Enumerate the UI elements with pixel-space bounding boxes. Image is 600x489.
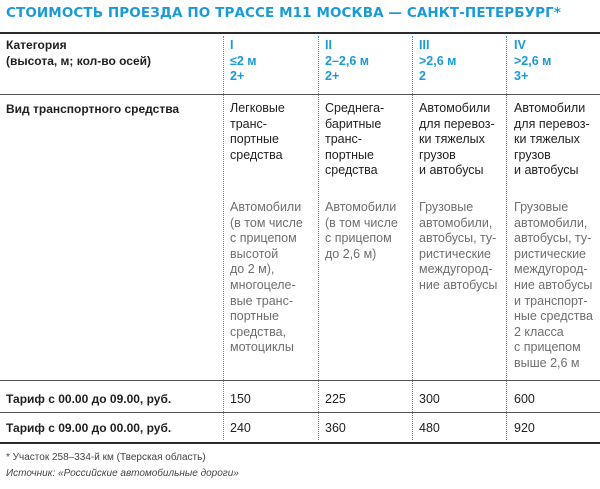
- category-height: 2–2,6 м: [325, 53, 370, 68]
- category-axles: 2: [419, 69, 426, 84]
- text-line: высотой: [230, 246, 279, 261]
- text-line: ные средства: [514, 309, 593, 324]
- category-header-iv: [514, 38, 551, 85]
- text-line: Автомобили: [325, 200, 397, 214]
- vehicle-type-iii: [419, 101, 495, 179]
- category-label-line: (высота, м; кол-во осей): [6, 53, 152, 68]
- tariff-day-iii: 480: [419, 421, 440, 435]
- category-header-i: [230, 38, 257, 85]
- text-line: и автобусы: [514, 163, 579, 178]
- text-line: автобусы, ту-: [514, 231, 592, 246]
- text-line: Автомобили: [514, 101, 586, 115]
- category-height: ≤2 м: [230, 53, 257, 68]
- text-line: ки тяжелых: [514, 132, 580, 147]
- text-line: транс-: [325, 132, 362, 147]
- text-line: автомобили,: [514, 215, 588, 230]
- tariff-day-iv: 920: [514, 421, 535, 435]
- text-line: до 2 м),: [230, 262, 275, 277]
- column-separator: [506, 36, 507, 440]
- column-separator: [223, 36, 224, 440]
- text-line: ристические: [419, 246, 492, 261]
- category-axles: 2+: [325, 69, 340, 84]
- text-line: баритные: [325, 116, 382, 131]
- tariff-day-row-label: Тариф с 09.00 до 00.00, руб.: [6, 421, 172, 435]
- text-line: ки тяжелых: [419, 132, 485, 147]
- text-line: для перевоз-: [419, 116, 495, 131]
- table-bottom-rule: [0, 442, 600, 444]
- vehicle-description-iv: [514, 200, 593, 372]
- text-line: Среднега-: [325, 101, 385, 115]
- text-line: Автомобили: [230, 200, 302, 214]
- text-line: и автобусы: [419, 163, 484, 178]
- text-line: с прицепом: [325, 231, 392, 246]
- text-line: транс-: [230, 116, 267, 131]
- text-line: автобусы, ту-: [419, 231, 497, 246]
- text-line: Легковые: [230, 101, 285, 115]
- text-line: Грузовые: [419, 200, 474, 214]
- vehicle-type-iv: [514, 101, 590, 179]
- column-separator: [412, 36, 413, 440]
- column-separator: [318, 36, 319, 440]
- text-line: и транспорт-: [514, 293, 588, 308]
- text-line: средства: [230, 147, 283, 162]
- text-line: междугород-: [514, 262, 588, 277]
- text-line: с прицепом: [514, 340, 581, 355]
- text-line: выше 2,6 м: [514, 355, 580, 370]
- category-label-line: Категория: [6, 38, 67, 52]
- vehicle-type-row-label: Вид транспортного средства: [6, 102, 180, 116]
- source-note: Источник: «Российские автомобильные дороги»: [6, 468, 239, 479]
- text-line: портные: [230, 309, 279, 324]
- text-line: портные: [325, 147, 374, 162]
- text-line: (в том числе: [230, 215, 303, 230]
- category-axles: 3+: [514, 69, 529, 84]
- text-line: ние автобусы: [419, 277, 498, 292]
- category-header-ii: [325, 38, 369, 85]
- tariff-night-row-label: Тариф с 00.00 до 09.00, руб.: [6, 392, 172, 406]
- tariff-day-i: 240: [230, 421, 251, 435]
- row-divider: [0, 380, 600, 381]
- row-divider: [0, 412, 600, 413]
- footnote: * Участок 258–334-й км (Тверская область): [6, 452, 206, 463]
- text-line: для перевоз-: [514, 116, 590, 131]
- table-top-rule: [0, 32, 600, 34]
- tariff-night-i: 150: [230, 392, 251, 406]
- category-row-label: [6, 38, 151, 69]
- text-line: ристические: [514, 246, 587, 261]
- text-line: мотоциклы: [230, 340, 294, 355]
- text-line: вые транс-: [230, 293, 293, 308]
- text-line: портные: [230, 132, 279, 147]
- vehicle-description-i: [230, 200, 303, 356]
- vehicle-description-ii: [325, 200, 398, 262]
- vehicle-type-ii: [325, 101, 384, 179]
- category-number: II: [325, 38, 332, 52]
- text-line: грузов: [514, 147, 551, 162]
- text-line: автомобили,: [419, 215, 493, 230]
- category-height: >2,6 м: [419, 53, 457, 68]
- tariff-night-ii: 225: [325, 392, 346, 406]
- text-line: ние автобусы: [514, 277, 593, 292]
- text-line: грузов: [419, 147, 456, 162]
- text-line: Автомобили: [419, 101, 491, 115]
- tariff-night-iii: 300: [419, 392, 440, 406]
- page-title: СТОИМОСТЬ ПРОЕЗДА ПО ТРАССЕ М11 МОСКВА — САНКТ-ПЕТЕРБУРГ*: [6, 5, 562, 21]
- text-line: многоцеле-: [230, 277, 296, 292]
- category-number: IV: [514, 38, 526, 52]
- tariff-day-ii: 360: [325, 421, 346, 435]
- vehicle-description-iii: [419, 200, 497, 294]
- category-number: III: [419, 38, 430, 52]
- vehicle-type-i: [230, 101, 285, 163]
- category-height: >2,6 м: [514, 53, 552, 68]
- text-line: междугород-: [419, 262, 493, 277]
- text-line: до 2,6 м): [325, 246, 377, 261]
- text-line: Грузовые: [514, 200, 569, 214]
- category-header-iii: [419, 38, 456, 85]
- text-line: средства: [325, 163, 378, 178]
- category-axles: 2+: [230, 69, 245, 84]
- text-line: (в том числе: [325, 215, 398, 230]
- row-divider: [0, 94, 600, 95]
- category-number: I: [230, 38, 234, 52]
- text-line: 2 класса: [514, 324, 564, 339]
- tariff-night-iv: 600: [514, 392, 535, 406]
- text-line: средства,: [230, 324, 287, 339]
- text-line: с прицепом: [230, 231, 297, 246]
